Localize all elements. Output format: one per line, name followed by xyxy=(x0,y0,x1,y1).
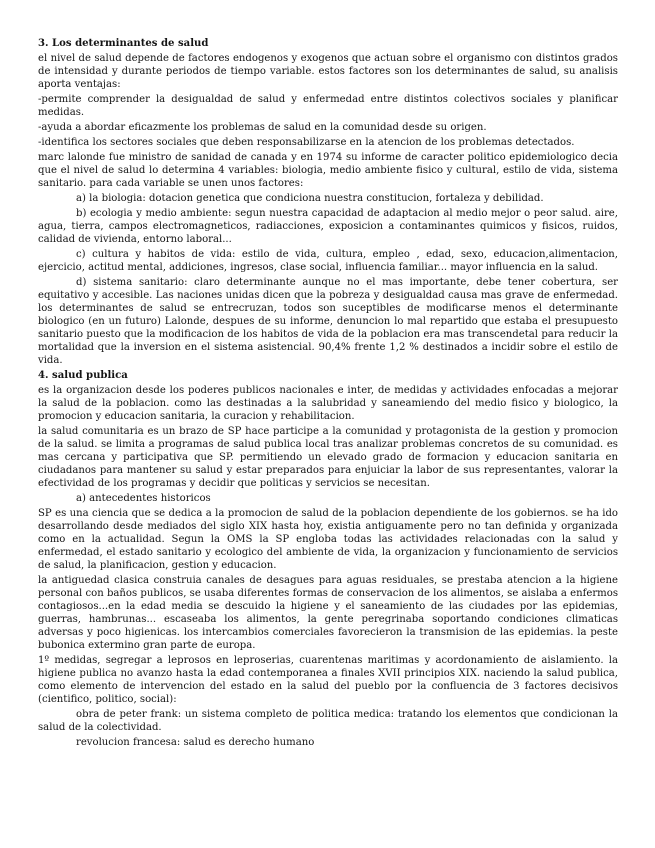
document-page xyxy=(38,37,618,751)
list-item-biologia: a) la biologia: dotacion genetica que condiciona nuestra constitucion, fortaleza y debilidad. xyxy=(76,193,544,204)
list-item-revolucion-francesa: revolucion francesa: salud es derecho humano xyxy=(76,737,315,748)
paragraph: marc lalonde fue ministro de sanidad de canada y en 1974 su informe de caracter politico epidemiologico decia que el nivel de salud lo determina 4 variables: biologia, medio ambiente fisico y cultural, estilo de vida, sistema sanitario. para cada variable se unen unos factores: xyxy=(38,152,618,189)
list-item-sistema-sanitario: d) sistema sanitario: claro determinante aunque no el mas importante, debe tener cobertura, ser equitativo y accesible. Las naciones unidas dicen que la pobreza y desigualdad causa mas grave de enfermedad. los determinantes de salud se entrecruzan, todos son suceptibles de modificarse menos el determinante biologico (en un futuro) Lalonde, despues de su informe, denuncion lo mal repartido que estaba el presupuesto sanitario puesto que la modificacion de los habitos de vida de la poblacion era mas transcendetal para reducir la mortalidad que la inversion en el sistema asistencial. 90,4% frente 1,2 % destinados a incidir sobre el estilo de vida. xyxy=(38,277,618,366)
bullet-item: -identifica los sectores sociales que deben responsabilizarse en la atencion de los problemas detectados. xyxy=(38,137,575,148)
paragraph: la antiguedad clasica construia canales de desagues para aguas residuales, se prestaba atencion a la higiene personal con baños publicos, se usaba diferentes formas de conservacion de los alimentos, se aislaba a enfermos contagiosos...en la edad media se descuido la higiene y el saneamiento de las ciudades por las epidemias, guerras, hambrunas... escaseaba los alimentos, la gente peregrinaba soportando condiciones climaticas adversas y poco higienicas. los intercambios comerciales favorecieron la transmision de las epidemias. la peste bubonica extermino gran parte de europa. xyxy=(38,575,618,651)
paragraph: la salud comunitaria es un brazo de SP hace participe a la comunidad y protagonista de la gestion y promocion de la salud. se limita a programas de salud publica local tras analizar problemas concretos de su comunidad. es mas cercana y participativa que SP. permitiendo un elevado grado de formacion y educacion sanitaria en ciudadanos para mantener su salud y estar preparados para enjuiciar la labor de sus representantes, valorar la efectividad de los programas y decidir que politicas y servicios se necesitan. xyxy=(38,426,618,489)
list-item-ecologia: b) ecologia y medio ambiente: segun nuestra capacidad de adaptacion al medio mejor o peor salud. aire, agua, tierra, campos electromagneticos, radiacciones, exposicion a contaminantes quimicos y fisicos, ruidos, calidad de vivienda, entorno laboral... xyxy=(38,208,618,245)
paragraph: 1º medidas, segregar a leprosos en leproserias, cuarentenas maritimas y acordonamiento de aislamiento. la higiene publica no avanzo hasta la edad contemporanea a finales XVII principios XIX. naciendo la salud publica, como elemento de intervencion del estado en la salud del pueblo por la confluencia de 3 factores decisivos (cientifico, politico, social): xyxy=(38,655,618,705)
bullet-item: -permite comprender la desigualdad de salud y enfermedad entre distintos colectivos sociales y planificar medidas. xyxy=(38,94,618,118)
subheading-antecedentes: a) antecedentes historicos xyxy=(76,493,211,504)
list-item-peter-frank: obra de peter frank: un sistema completo de politica medica: tratando los elementos que condicionan la salud de la colectividad. xyxy=(38,709,618,733)
section-heading-salud-publica: 4. salud publica xyxy=(38,370,128,381)
list-item-cultura: c) cultura y habitos de vida: estilo de vida, cultura, empleo , edad, sexo, educacion,alimentacion, ejercicio, actitud mental, addiciones, ingresos, clase social, influencia familiar... mayor influencia en la salud. xyxy=(38,249,618,273)
bullet-item: -ayuda a abordar eficazmente los problemas de salud en la comunidad desde su origen. xyxy=(38,122,487,133)
paragraph: es la organizacion desde los poderes publicos nacionales e inter, de medidas y actividades enfocadas a mejorar la salud de la poblacion. como las destinadas a la salubridad y saneamiendo del medio fisico y biologico, la promocion y educacion sanitaria, la curacion y rehabilitacion. xyxy=(38,385,618,422)
section-heading-determinantes: 3. Los determinantes de salud xyxy=(38,38,209,49)
paragraph: SP es una ciencia que se dedica a la promocion de salud de la poblacion dependiente de los gobiernos. se ha ido desarrollando desde mediados del siglo XIX hasta hoy, existia antiguamente pero no tan definida y organizada como en la actualidad. Segun la OMS la SP engloba todas las actividades relacionadas con la salud y enfermedad, el estado sanitario y ecologico del ambiente de vida, la organizacion y funcionamiento de servicios de salud, la planificacion, gestion y educacion. xyxy=(38,508,618,571)
paragraph: el nivel de salud depende de factores endogenos y exogenos que actuan sobre el organismo con distintos grados de intensidad y durante periodos de tiempo variable. estos factores son los determinantes de salud, su analisis aporta ventajas: xyxy=(38,53,618,90)
